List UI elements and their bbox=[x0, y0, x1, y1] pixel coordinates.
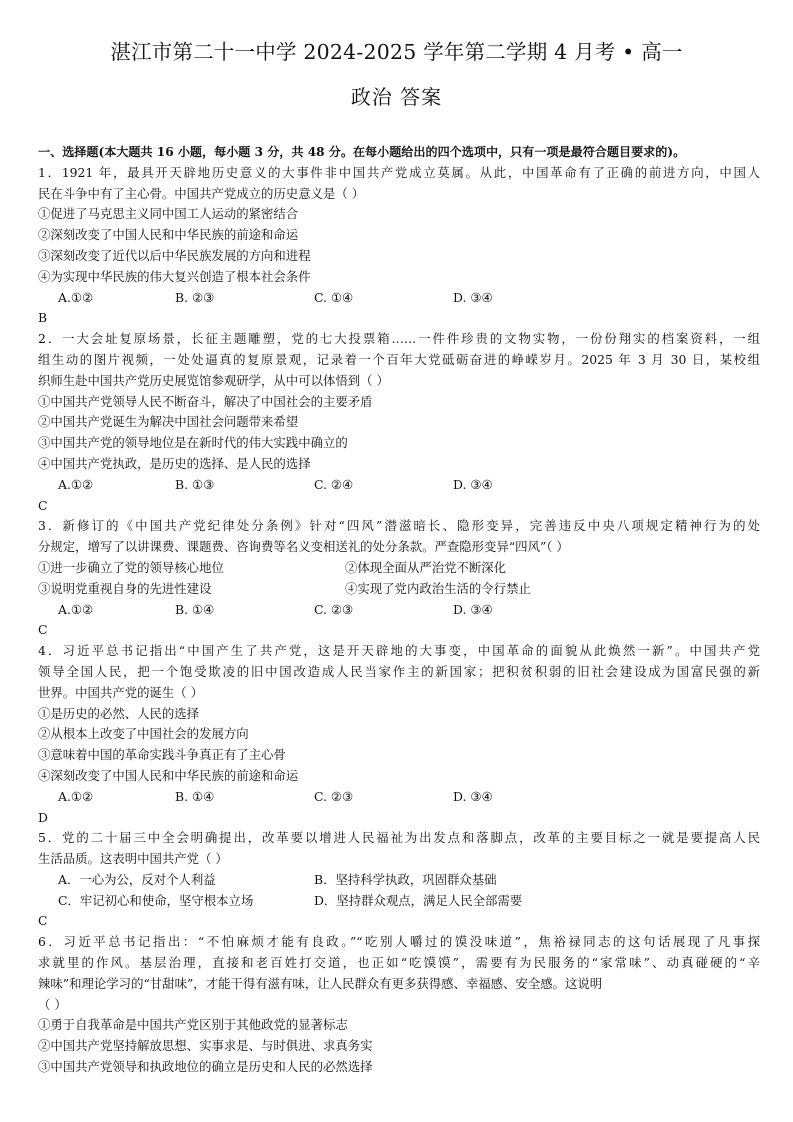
option-a: A.①② bbox=[58, 476, 94, 492]
question-1-statement: ③深刻改变了近代以后中华民族发展的方向和进程 bbox=[38, 247, 311, 263]
question-list bbox=[38, 142, 760, 1078]
question-1-options bbox=[38, 288, 760, 309]
option-c: C. ①④ bbox=[314, 289, 354, 305]
page-subtitle: 政治 答案 bbox=[350, 85, 443, 109]
option-a: A.①② bbox=[58, 788, 94, 804]
question-5-stem-line: 5．党的二十届三中全会明确提出，改革要以增进人民福祉为出发点和落脚点，改革的主要目标之一就是要提高人民 bbox=[38, 830, 760, 846]
option-c: C. ②③ bbox=[314, 601, 354, 617]
option-d: D. ③④ bbox=[453, 289, 493, 305]
question-1-stem-line: 1．1921 年，最具开天辟地历史意义的大事件非中国共产党成立莫属。从此，中国革命有了正确的前进方向，中国人 bbox=[38, 164, 760, 180]
question-3-statement: ②体现全面从严治党不断深化 bbox=[345, 559, 507, 575]
section-heading: 一、选择题(本大题共 16 小题，每小题 3 分，共 48 分。在每小题给出的四个选项中，只有一项是最符合题目要求的)。 bbox=[38, 145, 686, 159]
question-6-stem-line: 辣味”和理论学习的“甘甜味”，才能干得有滋有味，让人民群众有更多获得感、幸福感、安全感。这说明 bbox=[38, 975, 603, 991]
question-6-stem-line: 6．习近平总书记指出：“不怕麻烦才能有良政。”“吃别人嚼过的馍没味道”，焦裕禄同志的这句话展现了凡事探 bbox=[38, 934, 760, 950]
question-2-stem-line: 2．一大会址复原场景，长征主题雕塑，党的七大投票箱……一件件珍贵的文物实物，一份份翔实的档案资料，一组 bbox=[38, 331, 760, 347]
option-b: B. ②③ bbox=[175, 289, 215, 305]
option-d: D. ③④ bbox=[453, 476, 493, 492]
option-c: C．牢记初心和使命，坚守根本立场 bbox=[58, 892, 254, 908]
question-5-options-row bbox=[38, 891, 760, 912]
option-b: B. ①③ bbox=[175, 476, 215, 492]
question-6-statement: ①勇于自我革命是中国共产党区别于其他政党的显著标志 bbox=[38, 1017, 348, 1033]
page-title: 湛江市第二十一中学 2024-2025 学年第二学期 4 月考 • 高一 bbox=[110, 40, 683, 64]
question-3-statement: ③说明党重视自身的先进性建设 bbox=[38, 580, 212, 596]
question-4-stem-line: 4．习近平总书记指出“中国产生了共产党，这是开天辟地的大事变，中国革命的面貌从此焕然一新”。中国共产党 bbox=[38, 643, 760, 659]
option-d: D. ③④ bbox=[453, 788, 493, 804]
question-4-stem-line: 领导全国人民，把一个饱受欺凌的旧中国改造成人民当家作主的新国家；把积贫积弱的旧社会建设成为国富民强的新 bbox=[38, 663, 760, 679]
question-4-answer: D bbox=[38, 809, 48, 825]
question-5-stem-line: 生活品质。这表明中国共产党（ ） bbox=[38, 851, 228, 867]
question-3-options bbox=[38, 600, 760, 621]
question-3-answer: C bbox=[38, 622, 48, 638]
question-6-statement: ③中国共产党领导和执政地位的确立是历史和人民的必然选择 bbox=[38, 1059, 373, 1075]
question-3-stem-line: 3．新修订的《中国共产党纪律处分条例》针对“四风”潜滋暗长、隐形变异，完善违反中央八项规定精神行为的处 bbox=[38, 518, 760, 534]
option-a: A.①② bbox=[58, 289, 94, 305]
question-3-statement: ①进一步确立了党的领导核心地位 bbox=[38, 559, 224, 575]
question-4-statement: ③意味着中国的革命实践斗争真正有了主心骨 bbox=[38, 747, 286, 763]
option-c: C. ②③ bbox=[314, 788, 354, 804]
question-3-statement-row bbox=[38, 579, 760, 600]
question-1-statement: ④为实现中华民族的伟大复兴创造了根本社会条件 bbox=[38, 268, 311, 284]
question-4-statement: ②从根本上改变了中国社会的发展方向 bbox=[38, 726, 249, 742]
question-4-stem-line: 世界。中国共产党的诞生（ ） bbox=[38, 684, 204, 700]
option-a: A．一心为公，反对个人利益 bbox=[58, 871, 216, 887]
option-b: B. ①④ bbox=[175, 601, 215, 617]
question-2-stem-line: 织师生赴中国共产党历史展览馆参观研学，从中可以体悟到（ ） bbox=[38, 372, 389, 388]
question-5-answer: C bbox=[38, 913, 48, 929]
question-2-stem-line: 组生动的图片视频，一处处逼真的复原景观，记录着一个百年大党砥砺奋进的峥嵘岁月。2025 年 3 月 30 日，某校组 bbox=[38, 351, 760, 367]
question-2-statement: ④中国共产党执政，是历史的选择、是人民的选择 bbox=[38, 455, 311, 471]
question-1-statement: ②深刻改变了中国人民和中华民族的前途和命运 bbox=[38, 227, 299, 243]
option-d: D. ③④ bbox=[453, 601, 493, 617]
question-2-statement: ②中国共产党诞生为解决中国社会问题带来希望 bbox=[38, 414, 299, 430]
question-2-statement: ③中国共产党的领导地位是在新时代的伟大实践中确立的 bbox=[38, 435, 348, 451]
question-2-options bbox=[38, 475, 760, 496]
option-a: A.①② bbox=[58, 601, 94, 617]
question-3-statement: ④实现了党内政治生活的令行禁止 bbox=[345, 580, 531, 596]
question-2-statement: ①中国共产党领导人民不断奋斗，解决了中国社会的主要矛盾 bbox=[38, 393, 373, 409]
question-1-statement: ①促进了马克思主义同中国工人运动的紧密结合 bbox=[38, 206, 299, 222]
question-4-statement: ①是历史的必然、人民的选择 bbox=[38, 705, 200, 721]
question-1-stem-line: 民在斗争中有了主心骨。中国共产党成立的历史意义是（ ） bbox=[38, 185, 365, 201]
question-5-options-row bbox=[38, 870, 760, 891]
option-b: B．坚持科学执政，巩固群众基础 bbox=[314, 871, 497, 887]
question-4-options bbox=[38, 787, 760, 808]
option-d: D．坚持群众观点，满足人民全部需要 bbox=[314, 892, 523, 908]
question-3-stem-line: 分规定，增写了以讲课费、课题费、咨询费等名义变相送礼的处分条款。严查隐形变异“四风”（ ） bbox=[38, 539, 569, 555]
question-1-answer: B bbox=[38, 310, 48, 326]
option-b: B. ①④ bbox=[175, 788, 215, 804]
question-6-statement: ②中国共产党坚持解放思想、实事求是、与时俱进、求真务实 bbox=[38, 1038, 373, 1054]
question-4-statement: ④深刻改变了中国人民和中华民族的前途和命运 bbox=[38, 767, 299, 783]
option-c: C. ②④ bbox=[314, 476, 354, 492]
question-2-answer: C bbox=[38, 497, 48, 513]
question-6-stem-line: （ ） bbox=[38, 996, 67, 1012]
question-3-statement-row bbox=[38, 558, 760, 579]
question-6-stem-line: 求就里的作风。基层治理，直接和老百姓打交道，也正如“吃馍馍”，需要有为民服务的“家常味”、动真碰硬的“辛 bbox=[38, 955, 760, 971]
